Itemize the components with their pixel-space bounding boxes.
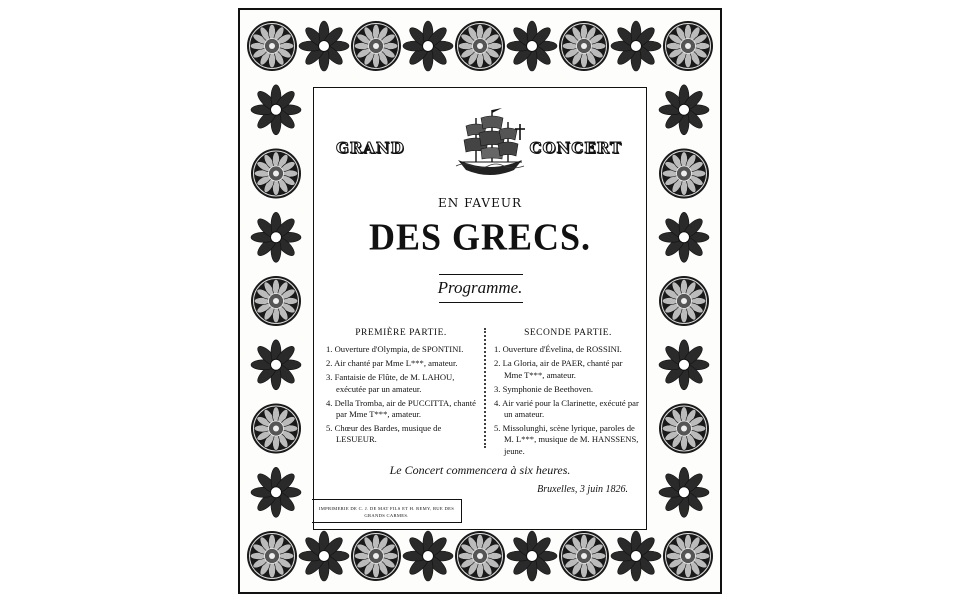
- title-row: [314, 102, 646, 182]
- palmette-icon: [611, 21, 661, 71]
- rosette-icon: [351, 531, 401, 581]
- rosette-icon: [251, 276, 301, 326]
- rosette-icon: [559, 21, 609, 71]
- heading-concert: CONCERT: [529, 139, 622, 157]
- rosette-icon: [247, 531, 297, 581]
- ship-icon: [452, 104, 528, 182]
- palmette-icon: [403, 531, 453, 581]
- palmette-icon: [659, 467, 709, 517]
- palmette-icon: [251, 85, 301, 135]
- rosette-icon: [663, 531, 713, 581]
- programme-panel: [313, 87, 647, 530]
- palmette-icon: [251, 212, 301, 262]
- main-title: DES GRECS.: [368, 216, 592, 258]
- rosette-icon: [247, 21, 297, 71]
- list-item: 3. Fantaisie de Flûte, de M. LAHOU, exécutée par un amateur.: [326, 372, 455, 394]
- palmette-icon: [507, 531, 557, 581]
- rule-bottom: [439, 302, 523, 303]
- list-item: 1. Ouverture d'Évelina, de ROSSINI.: [494, 344, 622, 355]
- rosette-icon: [251, 404, 301, 454]
- rosette-icon: [663, 21, 713, 71]
- palmette-icon: [659, 212, 709, 262]
- palmette-icon: [299, 21, 349, 71]
- part-two-list: [494, 344, 642, 457]
- column-divider: [484, 328, 490, 448]
- palmette-icon: [659, 85, 709, 135]
- list-item: 4. Air varié pour la Clarinette, exécuté par un amateur.: [494, 397, 639, 419]
- list-item: 5. Chœur des Bardes, musique de LESUEUR.: [326, 422, 442, 445]
- palmette-icon: [659, 340, 709, 390]
- part-one-list: [326, 344, 476, 445]
- list-item: 4. Della Tromba, air de PUCCITTA, chanté par Mme T***, amateur.: [326, 397, 476, 419]
- date-line: Bruxelles, 3 juin 1826.: [537, 484, 628, 495]
- palmette-icon: [507, 21, 557, 71]
- palmette-icon: [251, 467, 301, 517]
- poster-sheet: [238, 8, 722, 594]
- start-notice: Le Concert commencera à six heures.: [389, 463, 571, 477]
- rosette-icon: [455, 21, 505, 71]
- rosette-icon: [351, 21, 401, 71]
- subtitle: EN FAVEUR: [438, 196, 522, 210]
- part-two-heading: SECONDE PARTIE.: [524, 328, 612, 338]
- list-item: 3. Symphonie de Beethoven.: [494, 383, 594, 394]
- list-item: 1. Ouverture d'Olympia, de SPONTINI.: [326, 344, 464, 355]
- rosette-icon: [251, 149, 301, 199]
- rule-top: [439, 274, 523, 275]
- part-one-heading: PREMIÈRE PARTIE.: [355, 328, 447, 338]
- palmette-icon: [251, 340, 301, 390]
- list-item: 2. Air chanté par Mme L***, amateur.: [326, 358, 458, 369]
- printer-imprint: IMPRIMERIE DE C. J. DE MAT FILS ET H. REMY, RUE DES GRANDS CARMES.: [312, 499, 462, 523]
- palmette-icon: [403, 21, 453, 71]
- rosette-icon: [659, 276, 709, 326]
- part-two: [494, 328, 642, 460]
- list-item: 2. La Gloria, air de PAER, chanté par Mme T***, amateur.: [494, 358, 623, 380]
- rosette-icon: [455, 531, 505, 581]
- palmette-icon: [611, 531, 661, 581]
- heading-grand: GRAND: [336, 139, 405, 157]
- rosette-icon: [659, 404, 709, 454]
- section-title: Programme.: [437, 278, 523, 297]
- palmette-icon: [299, 531, 349, 581]
- rosette-icon: [659, 149, 709, 199]
- rosette-icon: [559, 531, 609, 581]
- list-item: 5. Missolunghi, scène lyrique, paroles de M. L***, musique de M. HANSSENS, jeune.: [494, 422, 639, 456]
- part-one: [326, 328, 476, 448]
